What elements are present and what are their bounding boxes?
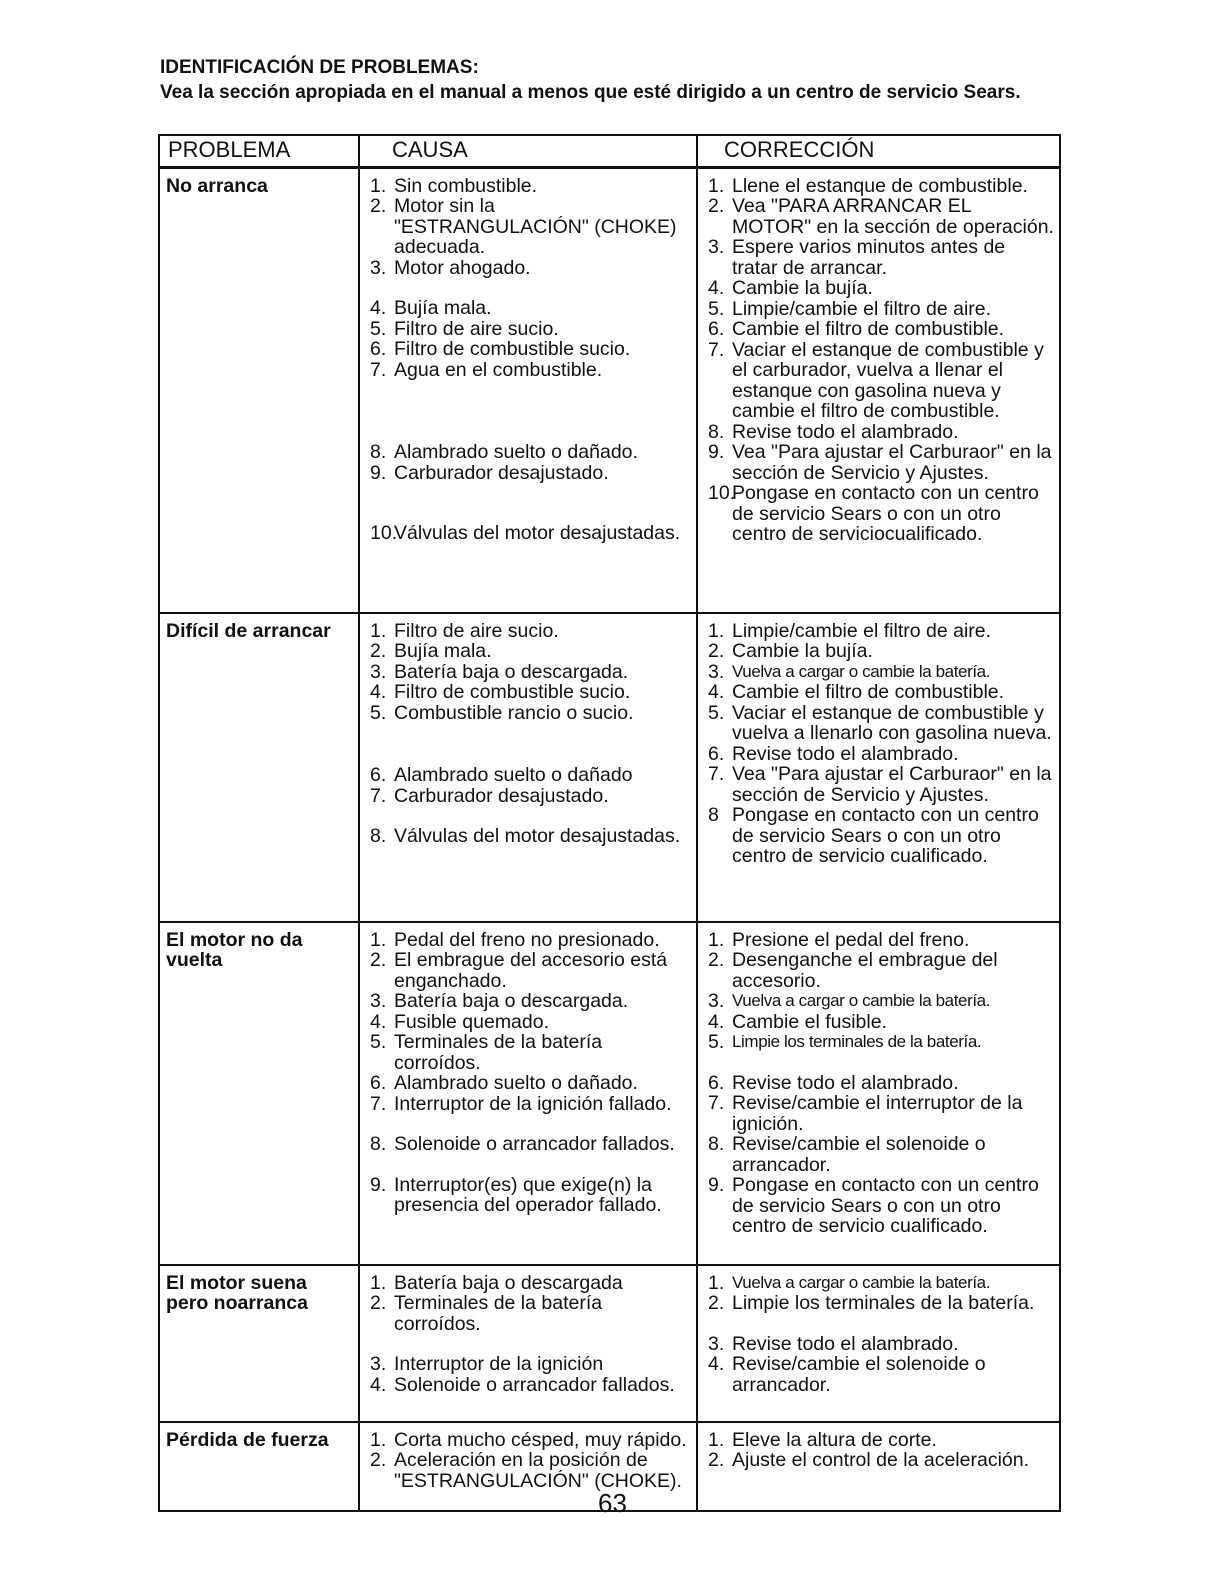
- item-text: Corta mucho césped, muy rápido.: [394, 1428, 687, 1451]
- list-item: [370, 523, 692, 544]
- cause-list: [370, 176, 692, 544]
- list-item: [708, 278, 1055, 299]
- item-text: Solenoide o arrancador fallados.: [394, 1133, 675, 1155]
- list-item: [708, 1012, 1055, 1033]
- item-text: Pongase en contacto con un centro de servicio Sears o con un otro centro de serviciocualificado.: [732, 482, 1039, 545]
- list-item: [370, 930, 692, 951]
- troubleshooting-table: [158, 134, 1061, 1512]
- item-number: 2.: [370, 640, 387, 662]
- item-number: 2.: [708, 949, 725, 971]
- item-text: El embrague del accesorio está enganchado.: [394, 949, 668, 992]
- list-item: [370, 1032, 692, 1073]
- list-item: [708, 196, 1055, 237]
- list-item: [370, 641, 692, 662]
- header-problem: PROBLEMA: [159, 135, 359, 167]
- item-number: 5.: [370, 701, 387, 724]
- item-number: 4.: [370, 297, 387, 319]
- item-number: 1.: [370, 174, 387, 197]
- item-text: Alambrado suelto o dañado.: [394, 441, 638, 463]
- intro-text: Vea la sección apropiada en el manual a menos que esté dirigido a un centro de servicio Sears.: [160, 82, 1021, 103]
- item-text: Revise todo el alambrado.: [732, 1071, 959, 1094]
- list-item: [370, 360, 692, 381]
- item-number: 9.: [708, 441, 725, 463]
- list-item: [370, 258, 692, 279]
- list-item: [708, 1032, 1055, 1053]
- list-item: [708, 340, 1055, 422]
- item-text: Eleve la altura de corte.: [732, 1428, 937, 1451]
- list-item: [708, 1273, 1055, 1294]
- list-item: [370, 442, 692, 463]
- item-text: Filtro de combustible sucio.: [394, 681, 631, 703]
- item-text: Carburador desajustado.: [394, 784, 609, 807]
- list-item: [370, 1273, 692, 1294]
- list-item: [708, 703, 1055, 744]
- table-row: [159, 922, 1060, 1265]
- correction-list: [708, 1273, 1055, 1396]
- cause-list: [370, 1273, 692, 1396]
- list-item: [708, 176, 1055, 197]
- item-text: Desenganche el embrague del accesorio.: [732, 949, 998, 992]
- list-item: [708, 237, 1055, 278]
- item-number: 10.: [370, 522, 398, 544]
- item-number: 3.: [708, 990, 725, 1012]
- list-item: [708, 319, 1055, 340]
- item-text: Alambrado suelto o dañado: [394, 764, 633, 786]
- list-item: [708, 744, 1055, 765]
- list-item: [708, 1175, 1055, 1237]
- item-number: 1.: [708, 928, 725, 951]
- correction-list: [708, 621, 1055, 867]
- problem-label: Pérdida de fuerza: [166, 1428, 329, 1451]
- problem-cell: [159, 167, 359, 613]
- list-item: [370, 682, 692, 703]
- item-number: 5.: [708, 1031, 725, 1053]
- list-item: [708, 621, 1055, 642]
- item-text: Ajuste el control de la aceleración.: [732, 1449, 1030, 1471]
- item-number: 4.: [370, 1010, 387, 1033]
- list-item: [370, 1293, 692, 1334]
- item-number: 10.: [708, 482, 736, 504]
- item-number: 4.: [370, 1373, 387, 1396]
- item-number: 3.: [708, 236, 725, 258]
- list-item: [370, 703, 692, 724]
- item-number: 2.: [708, 195, 725, 217]
- cause-list: [370, 1430, 692, 1492]
- item-number: 5.: [708, 701, 725, 724]
- list-item: [708, 299, 1055, 320]
- cause-list: [370, 930, 692, 1216]
- item-text: Llene el estanque de combustible.: [732, 174, 1028, 197]
- problem-cell: [159, 1265, 359, 1422]
- item-text: Revise todo el alambrado.: [732, 420, 959, 443]
- item-text: Agua en el combustible.: [394, 358, 603, 381]
- item-text: Vuelva a cargar o cambie la batería.: [732, 1272, 991, 1292]
- list-item: [708, 950, 1055, 991]
- list-item: [370, 1430, 692, 1451]
- item-text: Espere varios minutos antes de tratar de arrancar.: [732, 236, 1006, 279]
- item-text: Revise todo el alambrado.: [732, 1332, 959, 1355]
- item-number: 7.: [708, 1092, 725, 1114]
- item-text: Motor ahogado.: [394, 256, 531, 279]
- item-text: Batería baja o descargada.: [394, 660, 629, 683]
- list-item: [370, 1073, 692, 1094]
- list-item: [370, 1375, 692, 1396]
- item-text: Revise/cambie el solenoide o arrancador.: [732, 1353, 986, 1396]
- list-item: [708, 1134, 1055, 1175]
- list-item: [708, 1293, 1055, 1314]
- list-item: [708, 641, 1055, 662]
- item-number: 2.: [370, 1449, 387, 1471]
- item-text: Revise/cambie el interruptor de la ignición.: [732, 1092, 1023, 1135]
- correction-list: [708, 176, 1055, 545]
- item-text: Válvulas del motor desajustadas.: [394, 825, 681, 847]
- item-number: 5.: [708, 297, 725, 320]
- problem-label: El motor suena pero noarranca: [166, 1271, 308, 1314]
- item-text: Motor sin la "ESTRANGULACIÓN" (CHOKE) adecuada.: [394, 195, 677, 258]
- item-text: Filtro de aire sucio.: [394, 317, 559, 340]
- item-number: 3.: [370, 1353, 387, 1375]
- item-text: Válvulas del motor desajustadas.: [394, 522, 681, 544]
- table-row: [159, 613, 1060, 922]
- item-number: 3.: [708, 1332, 725, 1355]
- item-text: Vuelva a cargar o cambie la batería.: [732, 991, 991, 1010]
- item-number: 6.: [370, 338, 387, 360]
- item-text: Batería baja o descargada: [394, 1271, 623, 1294]
- problem-label: Difícil de arrancar: [166, 619, 331, 642]
- item-text: Pongase en contacto con un centro de servicio Sears o con un otro centro de servicio cualificado.: [732, 1174, 1039, 1237]
- item-text: Terminales de la batería corroídos.: [394, 1292, 603, 1335]
- list-item: [370, 662, 692, 683]
- list-item: [370, 339, 692, 360]
- cause-cell: [359, 167, 697, 613]
- item-text: Revise/cambie el solenoide o arrancador.: [732, 1133, 986, 1176]
- item-number: 9.: [370, 1173, 387, 1196]
- item-number: 3.: [708, 660, 725, 683]
- list-item: [370, 765, 692, 786]
- item-number: 8.: [370, 1133, 387, 1155]
- list-item: [708, 930, 1055, 951]
- list-item: [708, 422, 1055, 443]
- list-item: [370, 196, 692, 258]
- item-text: Limpie/cambie el filtro de aire.: [732, 297, 992, 320]
- item-text: Filtro de aire sucio.: [394, 619, 559, 642]
- item-number: 6.: [370, 1072, 387, 1094]
- item-number: 8.: [708, 1133, 725, 1155]
- list-item: [708, 662, 1055, 683]
- cause-cell: [359, 613, 697, 922]
- table-header-row: [159, 135, 1060, 167]
- item-text: Vea "Para ajustar el Carburaor" en la sección de Servicio y Ajustes.: [732, 763, 1052, 806]
- list-item: [708, 764, 1055, 805]
- item-number: 1.: [370, 1428, 387, 1451]
- list-item: [708, 1450, 1055, 1471]
- cause-cell: [359, 1265, 697, 1422]
- list-item: [370, 621, 692, 642]
- item-text: Filtro de combustible sucio.: [394, 338, 631, 360]
- list-item: [708, 991, 1055, 1012]
- item-text: Vuelva a cargar o cambie la batería.: [732, 661, 991, 681]
- item-text: Vaciar el estanque de combustible y vuelva a llenarlo con gasolina nueva.: [732, 701, 1052, 744]
- list-item: [708, 1334, 1055, 1355]
- list-item: [708, 1430, 1055, 1451]
- item-number: 1.: [708, 174, 725, 197]
- item-number: 4.: [370, 681, 387, 703]
- item-number: 7.: [708, 338, 725, 361]
- list-item: [370, 1450, 692, 1491]
- list-item: [370, 176, 692, 197]
- item-text: Cambie el filtro de combustible.: [732, 681, 1005, 703]
- item-number: 7.: [370, 358, 387, 381]
- item-text: Bujía mala.: [394, 640, 492, 662]
- item-number: 1.: [708, 1428, 725, 1451]
- item-text: Limpie los terminales de la batería.: [732, 1292, 1035, 1314]
- item-text: Combustible rancio o sucio.: [394, 701, 634, 724]
- item-text: Alambrado suelto o dañado.: [394, 1072, 638, 1094]
- item-number: 1.: [708, 1271, 725, 1294]
- item-text: Vea "Para ajustar el Carburaor" en la sección de Servicio y Ajustes.: [732, 441, 1052, 484]
- item-number: 2.: [370, 1292, 387, 1314]
- correction-cell: [697, 167, 1060, 613]
- item-text: Fusible quemado.: [394, 1010, 550, 1033]
- item-number: 8.: [370, 441, 387, 463]
- item-text: Cambie el filtro de combustible.: [732, 318, 1005, 340]
- item-text: Presione el pedal del freno.: [732, 928, 970, 951]
- item-text: Interruptor de la ignición: [394, 1353, 604, 1375]
- item-text: Cambie el fusible.: [732, 1010, 887, 1033]
- item-number: 6.: [708, 1071, 725, 1094]
- cause-list: [370, 621, 692, 847]
- correction-cell: [697, 613, 1060, 922]
- correction-list: [708, 930, 1055, 1237]
- list-item: [370, 950, 692, 991]
- list-item: [370, 786, 692, 807]
- item-text: Vea "PARA ARRANCAR EL MOTOR" en la sección de operación.: [732, 195, 1054, 238]
- item-text: Limpie los terminales de la batería.: [732, 1032, 982, 1051]
- item-number: 7.: [370, 1092, 387, 1115]
- header-correction: CORRECCIÓN: [697, 135, 1060, 167]
- item-text: Aceleración en la posición de "ESTRANGULACIÓN" (CHOKE).: [394, 1449, 682, 1492]
- list-item: [370, 1012, 692, 1033]
- problem-label: El motor no da vuelta: [166, 928, 303, 971]
- correction-cell: [697, 1265, 1060, 1422]
- list-item: [708, 442, 1055, 483]
- item-number: 2.: [708, 1292, 725, 1314]
- item-number: 8.: [708, 420, 725, 443]
- list-item: [370, 826, 692, 847]
- item-number: 1.: [370, 928, 387, 951]
- list-item: [370, 1134, 692, 1155]
- item-number: 2.: [708, 1449, 725, 1471]
- cause-cell: [359, 922, 697, 1265]
- item-number: 7.: [370, 784, 387, 807]
- item-number: 4.: [708, 277, 725, 299]
- item-number: 4.: [708, 1010, 725, 1033]
- problem-cell: [159, 922, 359, 1265]
- item-number: 2.: [370, 949, 387, 971]
- item-number: 4.: [708, 681, 725, 703]
- item-text: Pedal del freno no presionado.: [394, 928, 660, 951]
- item-number: 9.: [370, 461, 387, 484]
- item-number: 1.: [708, 619, 725, 642]
- item-number: 1.: [370, 619, 387, 642]
- item-number: 6.: [708, 742, 725, 765]
- list-item: [370, 1354, 692, 1375]
- item-text: Limpie/cambie el filtro de aire.: [732, 619, 992, 642]
- item-number: 5.: [370, 317, 387, 340]
- item-number: 2.: [708, 640, 725, 662]
- list-item: [370, 991, 692, 1012]
- item-text: Cambie la bujía.: [732, 640, 873, 662]
- item-number: 9.: [708, 1174, 725, 1196]
- list-item: [708, 1354, 1055, 1395]
- item-number: 7.: [708, 763, 725, 785]
- table-row: [159, 1265, 1060, 1422]
- problem-cell: [159, 613, 359, 922]
- problem-label: No arranca: [166, 174, 268, 197]
- item-text: Carburador desajustado.: [394, 461, 609, 484]
- correction-list: [708, 1430, 1055, 1471]
- list-item: [370, 463, 692, 484]
- item-number: 8: [708, 804, 719, 826]
- header-cause: CAUSA: [359, 135, 697, 167]
- item-number: 2.: [370, 195, 387, 217]
- item-number: 8.: [370, 825, 387, 847]
- item-number: 3.: [370, 990, 387, 1012]
- item-number: 6.: [708, 318, 725, 340]
- item-text: Revise todo el alambrado.: [732, 742, 959, 765]
- item-number: 5.: [370, 1031, 387, 1053]
- item-number: 4.: [708, 1353, 725, 1375]
- list-item: [708, 805, 1055, 867]
- item-number: 3.: [370, 256, 387, 279]
- item-text: Vaciar el estanque de combustible y el carburador, vuelva a llenar el estanque con gasolina nueva y cambie el filtro de combustible.: [732, 338, 1044, 422]
- item-text: Sin combustible.: [394, 174, 538, 197]
- list-item: [708, 682, 1055, 703]
- item-text: Bujía mala.: [394, 297, 492, 319]
- list-item: [708, 483, 1055, 545]
- list-item: [370, 1175, 692, 1216]
- item-text: Interruptor(es) que exige(n) la presencia del operador fallado.: [394, 1173, 662, 1216]
- item-number: 3.: [370, 660, 387, 683]
- page-number: 63: [598, 1488, 627, 1518]
- correction-cell: [697, 922, 1060, 1265]
- list-item: [708, 1093, 1055, 1134]
- list-item: [370, 1094, 692, 1115]
- list-item: [370, 298, 692, 319]
- item-text: Interruptor de la ignición fallado.: [394, 1092, 672, 1115]
- section-heading: IDENTIFICACIÓN DE PROBLEMAS:: [160, 57, 479, 78]
- item-text: Batería baja o descargada.: [394, 990, 629, 1012]
- item-text: Cambie la bujía.: [732, 277, 873, 299]
- item-number: 6.: [370, 764, 387, 786]
- item-number: 1.: [370, 1271, 387, 1294]
- item-text: Pongase en contacto con un centro de servicio Sears o con un otro centro de servicio cualificado.: [732, 804, 1039, 867]
- item-text: Solenoide o arrancador fallados.: [394, 1373, 675, 1396]
- item-text: Terminales de la batería corroídos.: [394, 1031, 603, 1074]
- table-row: [159, 167, 1060, 613]
- list-item: [370, 319, 692, 340]
- list-item: [708, 1073, 1055, 1094]
